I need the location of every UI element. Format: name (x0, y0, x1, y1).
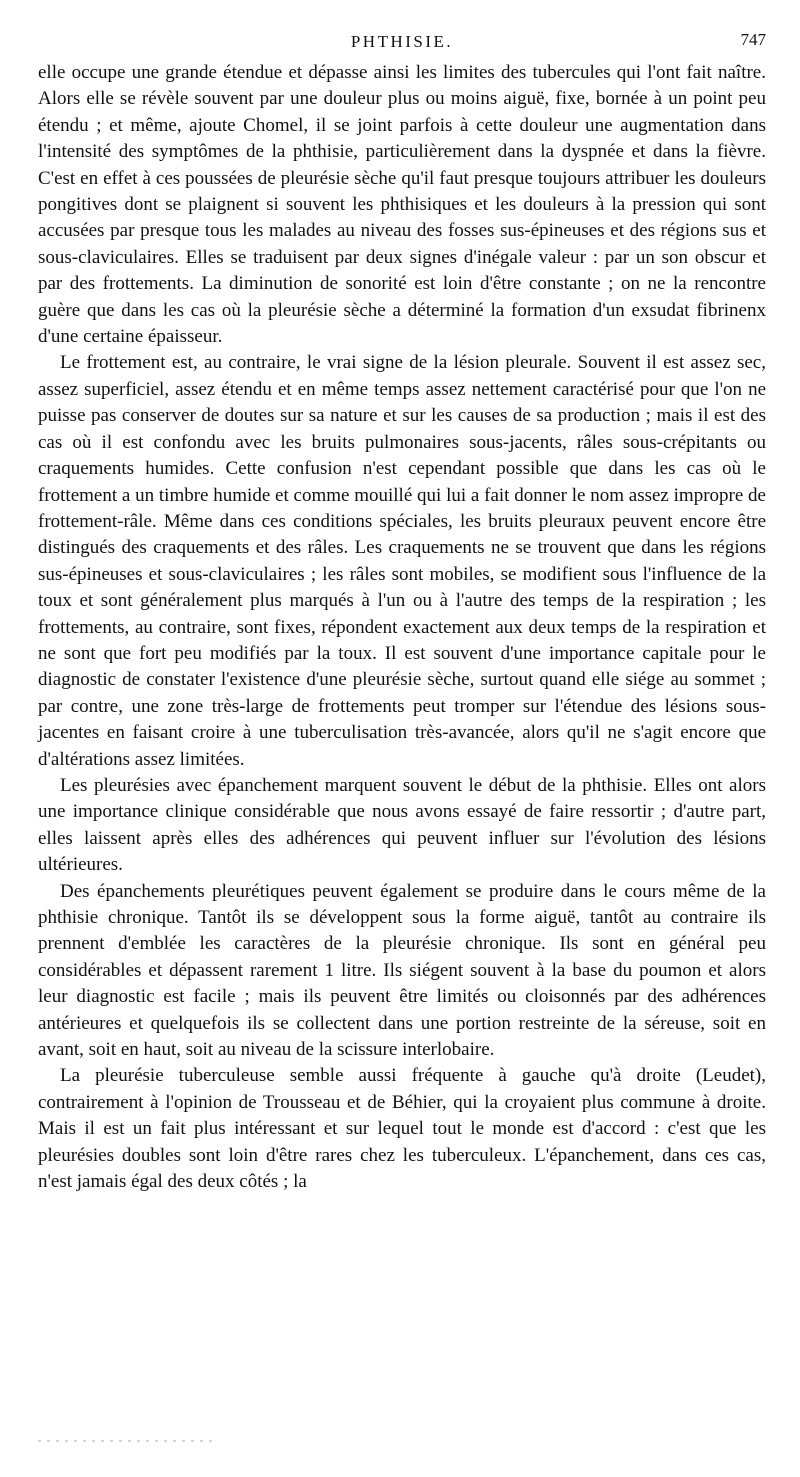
page-header (38, 30, 766, 56)
paragraph: Des épanchements pleurétiques peuvent également se produire dans le cours même de la phthisie chronique. Tantôt ils se développent sous la forme aiguë, tantôt au contraire ils prennent d'emblée les caractères de la pleurésie chronique. Ils sont en général peu considérables et dépassent rarement 1 litre. Ils siégent souvent à la base du poumon et alors leur diagnostic est facile ; mais ils peuvent être limités ou cloisonnés par des adhérences antérieures et quelquefois ils se collectent dans une portion restreinte de la séreuse, soit en avant, soit en haut, soit au niveau de la scissure interlobaire. (38, 880, 766, 1061)
paragraph: La pleurésie tuberculeuse semble aussi fréquente à gauche qu'à droite (Leudet), contrairement à l'opinion de Trousseau et de Béhier, qui la croyaient plus commune à droite. Mais il est un fait plus intéressant et sur lequel tout le monde est d'accord : c'est que les pleurésies doubles sont loin d'être rares chez les tuberculeux. L'épanchement, dans ces cas, n'est jamais égal des deux côtés ; la (38, 1065, 766, 1193)
body-text (38, 60, 766, 1195)
paragraph: Les pleurésies avec épanchement marquent souvent le début de la phthisie. Elles ont alors une importance clinique considérable que nous avons essayé de faire ressortir ; d'autre part, elles laissent après elles des adhérences qui peuvent influer sur l'évolution des lésions ultérieures. (38, 774, 766, 876)
paragraph: elle occupe une grande étendue et dépasse ainsi les limites des tubercules qui l'ont fait naître. Alors elle se révèle souvent par une douleur plus ou moins aiguë, fixe, bornée à un point peu étendu ; et même, ajoute Chomel, il se joint parfois à cette douleur une augmentation dans l'intensité des symptômes de la phthisie, particulièrement dans la dyspnée et dans la fièvre. C'est en effet à ces poussées de pleurésie sèche qu'il faut presque toujours attribuer les douleurs pongitives dont se plaignent si souvent les phthisiques et les douleurs à la pression qui sont accusées par presque tous les malades au niveau des fosses sus-épineuses et des régions sus et sous-claviculaires. Elles se traduisent par deux signes d'inégale valeur : par un son obscur et par des frottements. La diminution de sonorité est loin d'être constante ; on ne la rencontre guère que dans les cas où la pleurésie sèche a déterminé la formation d'un exsudat fibrinenx d'une certaine épaisseur. (38, 62, 766, 348)
paragraph: Le frottement est, au contraire, le vrai signe de la lésion pleurale. Souvent il est assez sec, assez superficiel, assez étendu et en même temps assez nettement caractérisé pour que l'on ne puisse pas conserver de doutes sur sa nature et sur les causes de sa production ; mais il est des cas où il est confondu avec les bruits pulmonaires sous-jacents, râles sous-crépitants ou craquements humides. Cette confusion n'est cependant possible que dans les cas où le frottement a un timbre humide et comme mouillé qui lui a fait donner le nom assez impropre de frottement-râle. Même dans ces conditions spéciales, les bruits pleuraux peuvent encore être distingués des craquements et des râles. Les craquements ne se trouvent que dans les régions sus-épineuses et sous-claviculaires ; les râles sont mobiles, se modifient sous l'influence de la toux et sont généralement plus marqués à l'un ou à l'autre des temps de la respiration ; les frottements, au contraire, sont fixes, répondent exactement aux deux temps de la respiration et ne sont que fort peu modifiés par la toux. Il est souvent d'une importance capitale pour le diagnostic de constater l'existence d'une pleurésie sèche, surtout quand elle siége au sommet ; par contre, une zone très-large de frottements peut tromper sur l'étendue des lésions sous-jacentes en faisant croire à une tuberculisation très-avancée, alors qu'il ne s'agit encore que d'altérations assez limitées. (38, 352, 766, 770)
scan-artifact (38, 1440, 218, 1442)
running-title: PHTHISIE. (350, 32, 454, 51)
page-number: 747 (740, 30, 766, 49)
